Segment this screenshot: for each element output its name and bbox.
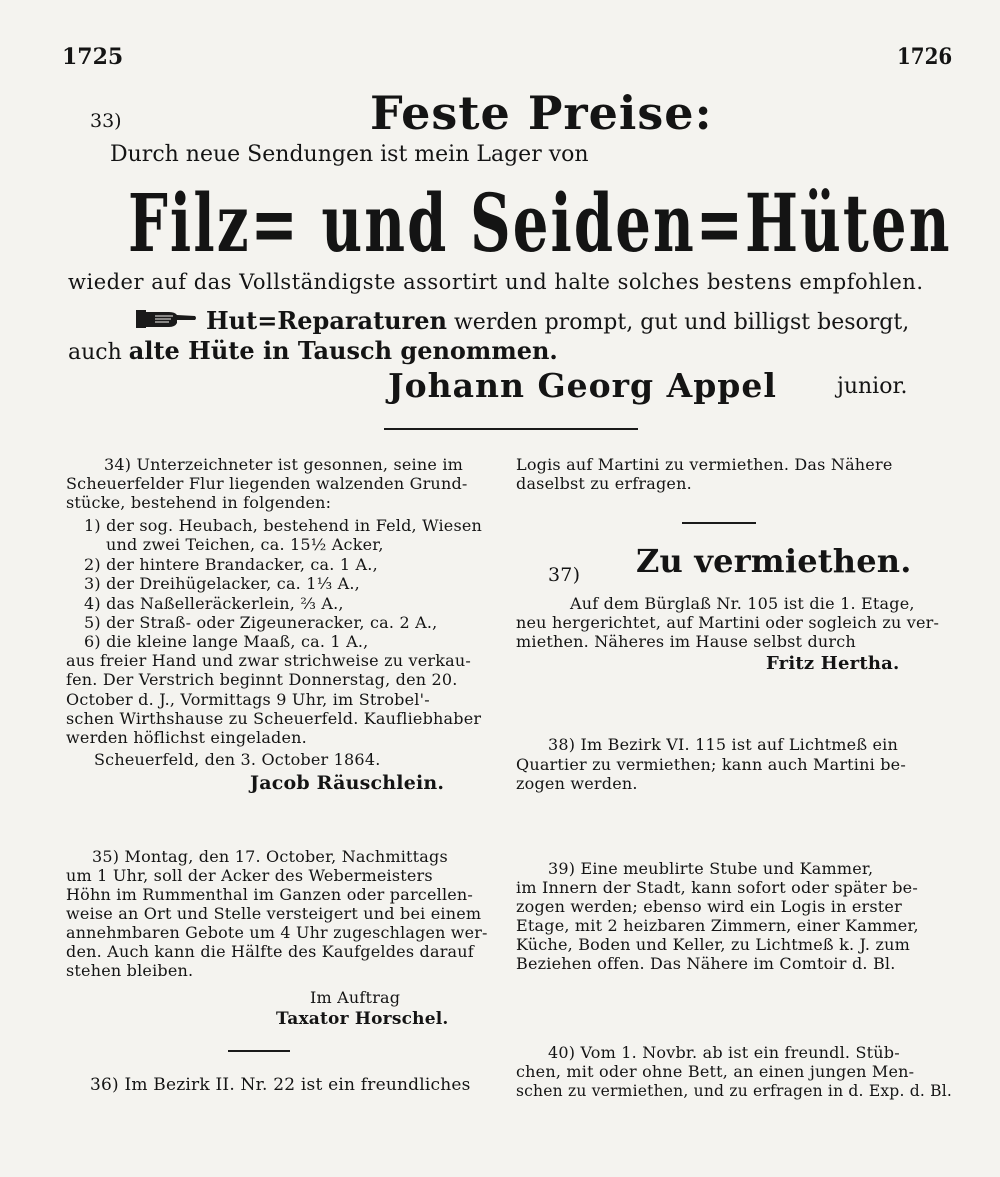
ad-34-line: 2) der hintere Brandacker, ca. 1 A., [84,555,378,574]
ad-34-line: schen Wirthshause zu Scheuerfeld. Kaufliebhaber [66,709,482,728]
ad-39-line: Küche, Boden und Keller, zu Lichtmeß k. J. zum [516,935,910,954]
ad-34-line: 3) der Dreihügelacker, ca. 1⅓ A., [84,574,360,593]
ad-34-line: 1) der sog. Heubach, bestehend in Feld, Wiesen [84,516,483,535]
divider-rule [228,1050,290,1052]
ad-39-line: Etage, mit 2 heizbaren Zimmern, einer Kammer, [516,916,919,935]
ad-33-exchange-bold: alte Hüte in Tausch genommen. [128,336,558,365]
ad-35-line: weise an Ort und Stelle versteigert und bei einem [66,904,482,923]
divider-rule [384,428,638,430]
ad-34-signature: Jacob Räuschlein. [250,772,445,794]
ad-37-number: 37) [548,564,581,586]
ad-37-title: Zu vermiethen. [636,542,912,580]
ad-36-line: 36) Im Bezirk II. Nr. 22 ist ein freundliches [90,1075,471,1095]
ad-38-line: zogen werden. [516,774,638,793]
ad-40-line: schen zu vermiethen, und zu erfragen in d. Exp. d. Bl. [516,1081,953,1100]
ad-34-line: stücke, bestehend in folgenden: [66,493,332,512]
ad-34-line: October d. J., Vormittags 9 Uhr, im Strobel'- [66,690,430,709]
ad-33-repair-bold: Hut=Reparaturen [206,306,447,335]
ad-34-line: aus freier Hand und zwar strichweise zu verkau- [66,651,472,670]
ad-34-line: und zwei Teichen, ca. 15½ Acker, [106,535,384,554]
ad-34-line: 5) der Straß- oder Zigeuneracker, ca. 2 A., [84,613,438,632]
ad-33-signature-suffix: junior. [837,374,908,399]
ad-35-line: um 1 Uhr, soll der Acker des Webermeisters [66,866,433,885]
ad-35-line: stehen bleiben. [66,961,194,980]
ad-33-title: Feste Preise: [370,86,713,140]
ad-37-line: Auf dem Bürglaß Nr. 105 ist die 1. Etage, [570,594,915,613]
ad-34-line: fen. Der Verstrich beginnt Donnerstag, den 20. [66,670,458,689]
ad-40-line: chen, mit oder ohne Bett, an einen jungen Men- [516,1062,915,1081]
ad-36-continued-line: Logis auf Martini zu vermiethen. Das Nähere [516,455,893,474]
ad-33-signature: Johann Georg Appel [388,366,777,405]
ad-36-continued-line: daselbst zu erfragen. [516,474,692,493]
ad-34-line: 34) Unterzeichneter ist gesonnen, seine im [104,455,464,474]
ad-38-line: Quartier zu vermiethen; kann auch Martini be- [516,755,906,774]
pointing-hand-icon [135,306,197,332]
ad-34-line: 6) die kleine lange Maaß, ca. 1 A., [84,632,369,651]
ad-33-headline: Filz= und Seiden=Hüten [128,176,952,270]
page-number-left: 1725 [62,44,124,70]
ad-37-signature: Fritz Hertha. [766,653,900,674]
ad-33-number: 33) [90,110,122,132]
ad-33-intro: Durch neue Sendungen ist mein Lager von [110,142,589,167]
ad-34-line: werden höflichst eingeladen. [66,728,307,747]
ad-35-signature: Taxator Horschel. [276,1009,449,1029]
ad-33-repair [206,306,909,335]
ad-34-line: 4) das Naßelleräckerlein, ⅔ A., [84,594,344,613]
ad-39-line: zogen werden; ebenso wird ein Logis in erster [516,897,902,916]
ad-33-exchange [68,336,558,365]
ad-35-commission: Im Auftrag [310,988,401,1007]
ad-38-line: 38) Im Bezirk VI. 115 ist auf Lichtmeß ein [548,735,898,754]
ad-39-line: Beziehen offen. Das Nähere im Comtoir d. Bl. [516,954,896,973]
ad-33-repair-rest: werden prompt, gut und billigst besorgt, [446,310,910,335]
ad-40-line: 40) Vom 1. Novbr. ab ist ein freundl. Stüb- [548,1043,900,1062]
ad-39-line: 39) Eine meublirte Stube und Kammer, [548,859,874,878]
ad-37-line: miethen. Näheres im Hause selbst durch [516,632,856,651]
ad-35-line: Höhn im Rummenthal im Ganzen oder parcellen- [66,885,474,904]
ad-37-line: neu hergerichtet, auf Martini oder sogleich zu ver- [516,613,940,632]
ad-34-line: Scheuerfelder Flur liegenden walzenden Grund- [66,474,468,493]
ad-33-exchange-prefix: auch [68,340,129,365]
ad-35-line: 35) Montag, den 17. October, Nachmittags [92,847,448,866]
ad-39-line: im Innern der Stadt, kann sofort oder später be- [516,878,918,897]
divider-rule [682,522,756,524]
page-number-right: 1726 [897,44,953,70]
ad-33-assortment: wieder auf das Vollständigste assortirt und halte solches bestens empfohlen. [68,270,924,294]
ad-34-line: Scheuerfeld, den 3. October 1864. [94,750,381,769]
ad-35-line: den. Auch kann die Hälfte des Kaufgeldes darauf [66,942,474,961]
ad-35-line: annehmbaren Gebote um 4 Uhr zugeschlagen wer- [66,923,488,942]
